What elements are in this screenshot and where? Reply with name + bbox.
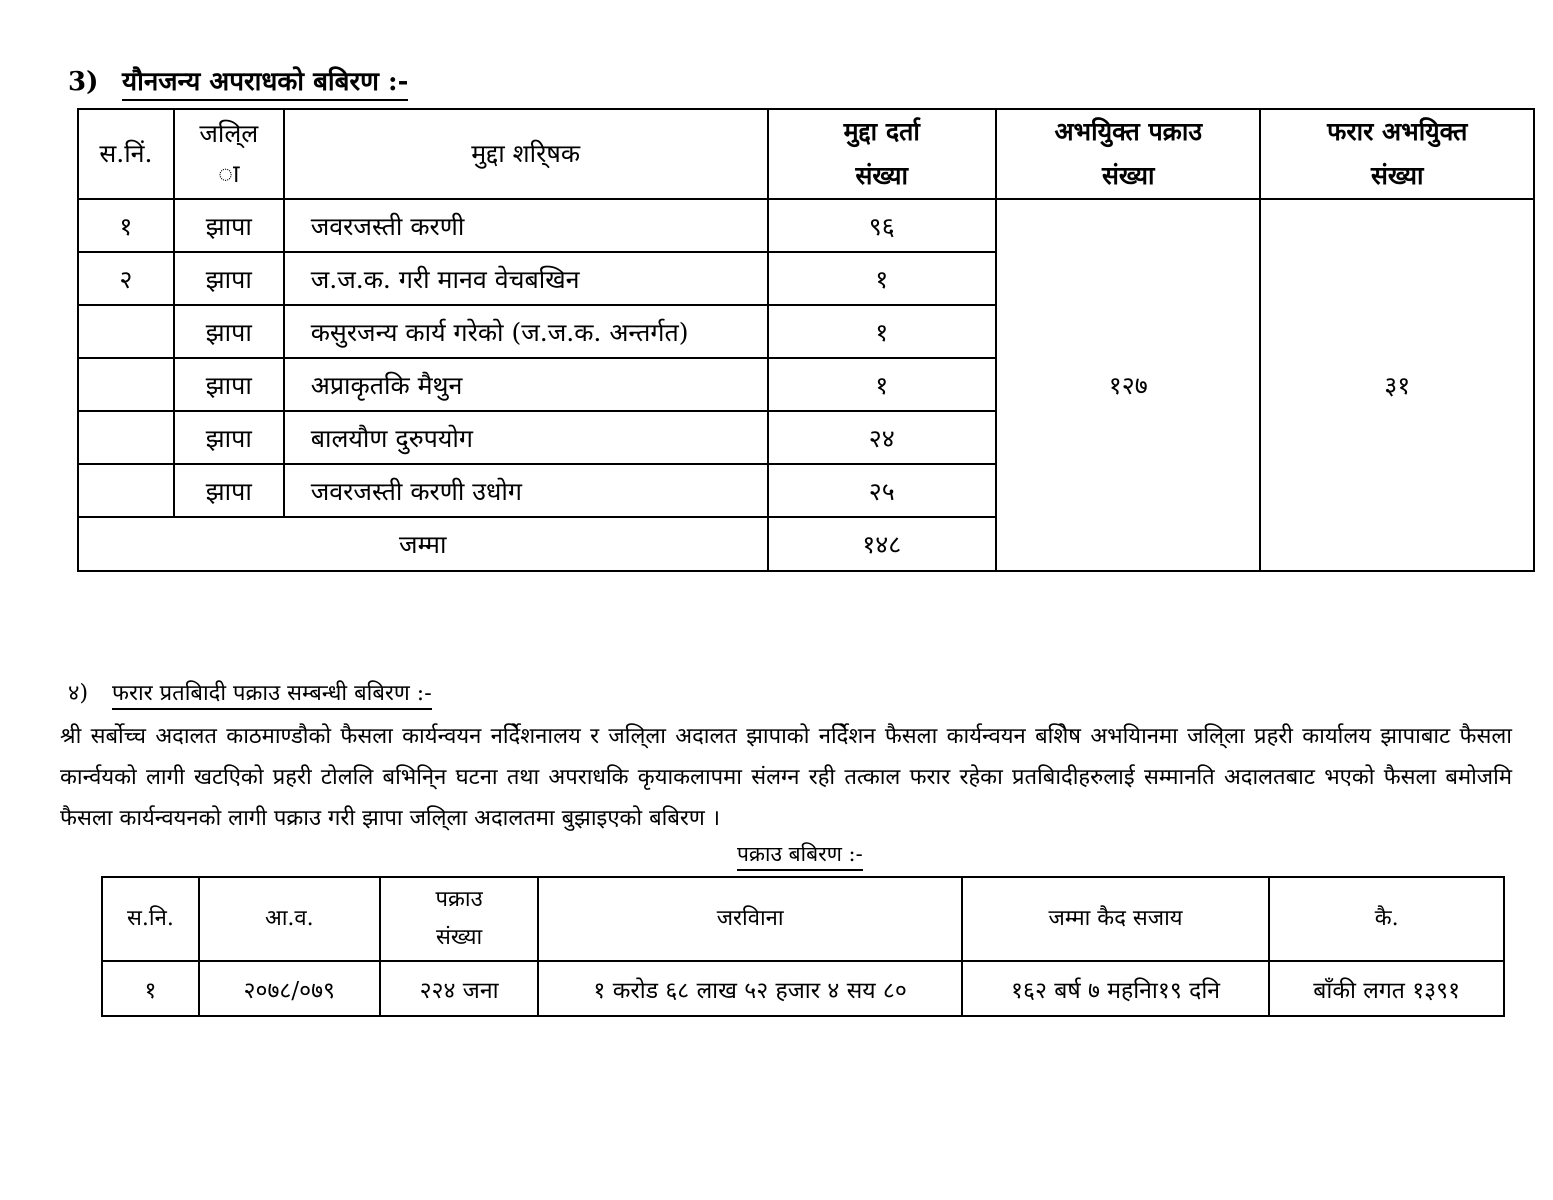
- section-title: फरार प्रतबिादी पक्राउ सम्बन्धी बबिरण :-: [112, 681, 432, 710]
- cell-sn: [78, 464, 174, 517]
- cell-sn: १: [102, 961, 199, 1016]
- cell-remarks: बाँकी लगत १३९१: [1269, 961, 1504, 1016]
- header-absconding-line2: संख्या: [1370, 161, 1424, 190]
- header-case-count: [768, 109, 997, 199]
- header-arrest-count-line2: संख्या: [435, 925, 483, 950]
- header-case-count-line1: मुद्दा दर्ता: [843, 117, 920, 146]
- cell-case-title: अप्राकृतकि मैथुन: [284, 358, 768, 411]
- cell-case-count: ९६: [768, 199, 997, 252]
- header-district: [174, 109, 284, 199]
- cell-sn: [78, 358, 174, 411]
- header-district-line1: जलि्ल: [199, 119, 259, 148]
- arrest-table-caption: पक्राउ बबिरण :-: [737, 840, 863, 871]
- header-absconding-line1: फरार अभयिुक्त: [1327, 117, 1468, 146]
- cell-arrest-count: २२४ जना: [380, 961, 539, 1016]
- cell-sn: २: [78, 252, 174, 305]
- cell-fiscal-year: २०७८/०७९: [199, 961, 380, 1016]
- header-arrested: [996, 109, 1260, 199]
- header-sn: स.नि.: [102, 877, 199, 961]
- cell-case-count: १: [768, 358, 997, 411]
- arrest-details-table: [101, 876, 1505, 1017]
- cell-sn: १: [78, 199, 174, 252]
- header-remarks: कै.: [1269, 877, 1504, 961]
- cell-fine: १ करोड ६८ लाख ५२ हजार ४ सय ८०: [538, 961, 961, 1016]
- total-case-count: १४८: [768, 517, 997, 571]
- header-fiscal-year: आ.व.: [199, 877, 380, 961]
- cell-case-count: २४: [768, 411, 997, 464]
- table-header-row: [78, 109, 1534, 199]
- header-sn: स.निं.: [78, 109, 174, 199]
- header-total-prison: जम्मा कैद सजाय: [962, 877, 1270, 961]
- header-district-line2: ा: [218, 159, 240, 188]
- header-arrested-line1: अभयिुक्त पक्राउ: [1054, 117, 1203, 146]
- sexual-crime-table: [77, 108, 1535, 572]
- header-fine: जरविाना: [538, 877, 961, 961]
- cell-case-count: १: [768, 305, 997, 358]
- section-number: 3): [68, 67, 99, 97]
- section-title: यौनजन्य अपराधको बबिरण :-: [122, 67, 408, 101]
- section-4-paragraph: श्री सर्बोच्च अदालत काठमाण्डौको फैसला कार्यन्वयन नर्दिेशनालय र जलि्ला अदालत झापाको नर्दिेशन फैसला कार्यन्वयन बशिेष अभयिानमा जलि्ला प्रहरी कार्यालय झापाबाट फैसला कार्न्वयको लागी खटएिको प्रहरी टोललि बभिनि्न घटना तथा अपराधकि कृयाकलापमा संलग्न रही तत्काल फरार रहेका प्रतबिादीहरुलाई सम्मानति अदालतबाट भएको फैसला बमोजमि फैसला कार्यन्वयनको लागी पक्राउ गरी झापा जलि्ला अदालतमा बुझाइएको बबिरण ।: [60, 724, 1512, 831]
- cell-district: झापा: [174, 305, 284, 358]
- cell-total-prison: १६२ बर्ष ७ महनिा१९ दनि: [962, 961, 1270, 1016]
- cell-case-count: १: [768, 252, 997, 305]
- cell-arrested-total: १२७: [996, 199, 1260, 571]
- table-row: [78, 199, 1534, 252]
- table-row: [102, 961, 1504, 1016]
- cell-case-title: जवरजस्ती करणी: [284, 199, 768, 252]
- cell-case-title: बालयौण दुरुपयोग: [284, 411, 768, 464]
- header-absconding: [1260, 109, 1534, 199]
- cell-district: झापा: [174, 464, 284, 517]
- cell-case-title: कसुरजन्य कार्य गरेको (ज.ज.क. अन्तर्गत): [284, 305, 768, 358]
- total-label: जम्मा: [78, 517, 768, 571]
- section-number: ४): [68, 681, 89, 706]
- cell-district: झापा: [174, 411, 284, 464]
- cell-sn: [78, 305, 174, 358]
- cell-absconding-total: ३१: [1260, 199, 1534, 571]
- header-case-title: मुद्दा शरि्षक: [284, 109, 768, 199]
- cell-sn: [78, 411, 174, 464]
- cell-case-title: जवरजस्ती करणी उधोग: [284, 464, 768, 517]
- header-arrested-line2: संख्या: [1101, 161, 1155, 190]
- cell-district: झापा: [174, 199, 284, 252]
- cell-district: झापा: [174, 358, 284, 411]
- table-header-row: [102, 877, 1504, 961]
- cell-case-title: ज.ज.क. गरी मानव वेचबखिन: [284, 252, 768, 305]
- section-4-heading: [68, 677, 432, 707]
- cell-case-count: २५: [768, 464, 997, 517]
- header-arrest-count: [380, 877, 539, 961]
- cell-district: झापा: [174, 252, 284, 305]
- header-arrest-count-line1: पक्राउ: [435, 887, 483, 912]
- header-case-count-line2: संख्या: [855, 161, 908, 190]
- section-3-heading: [68, 62, 408, 98]
